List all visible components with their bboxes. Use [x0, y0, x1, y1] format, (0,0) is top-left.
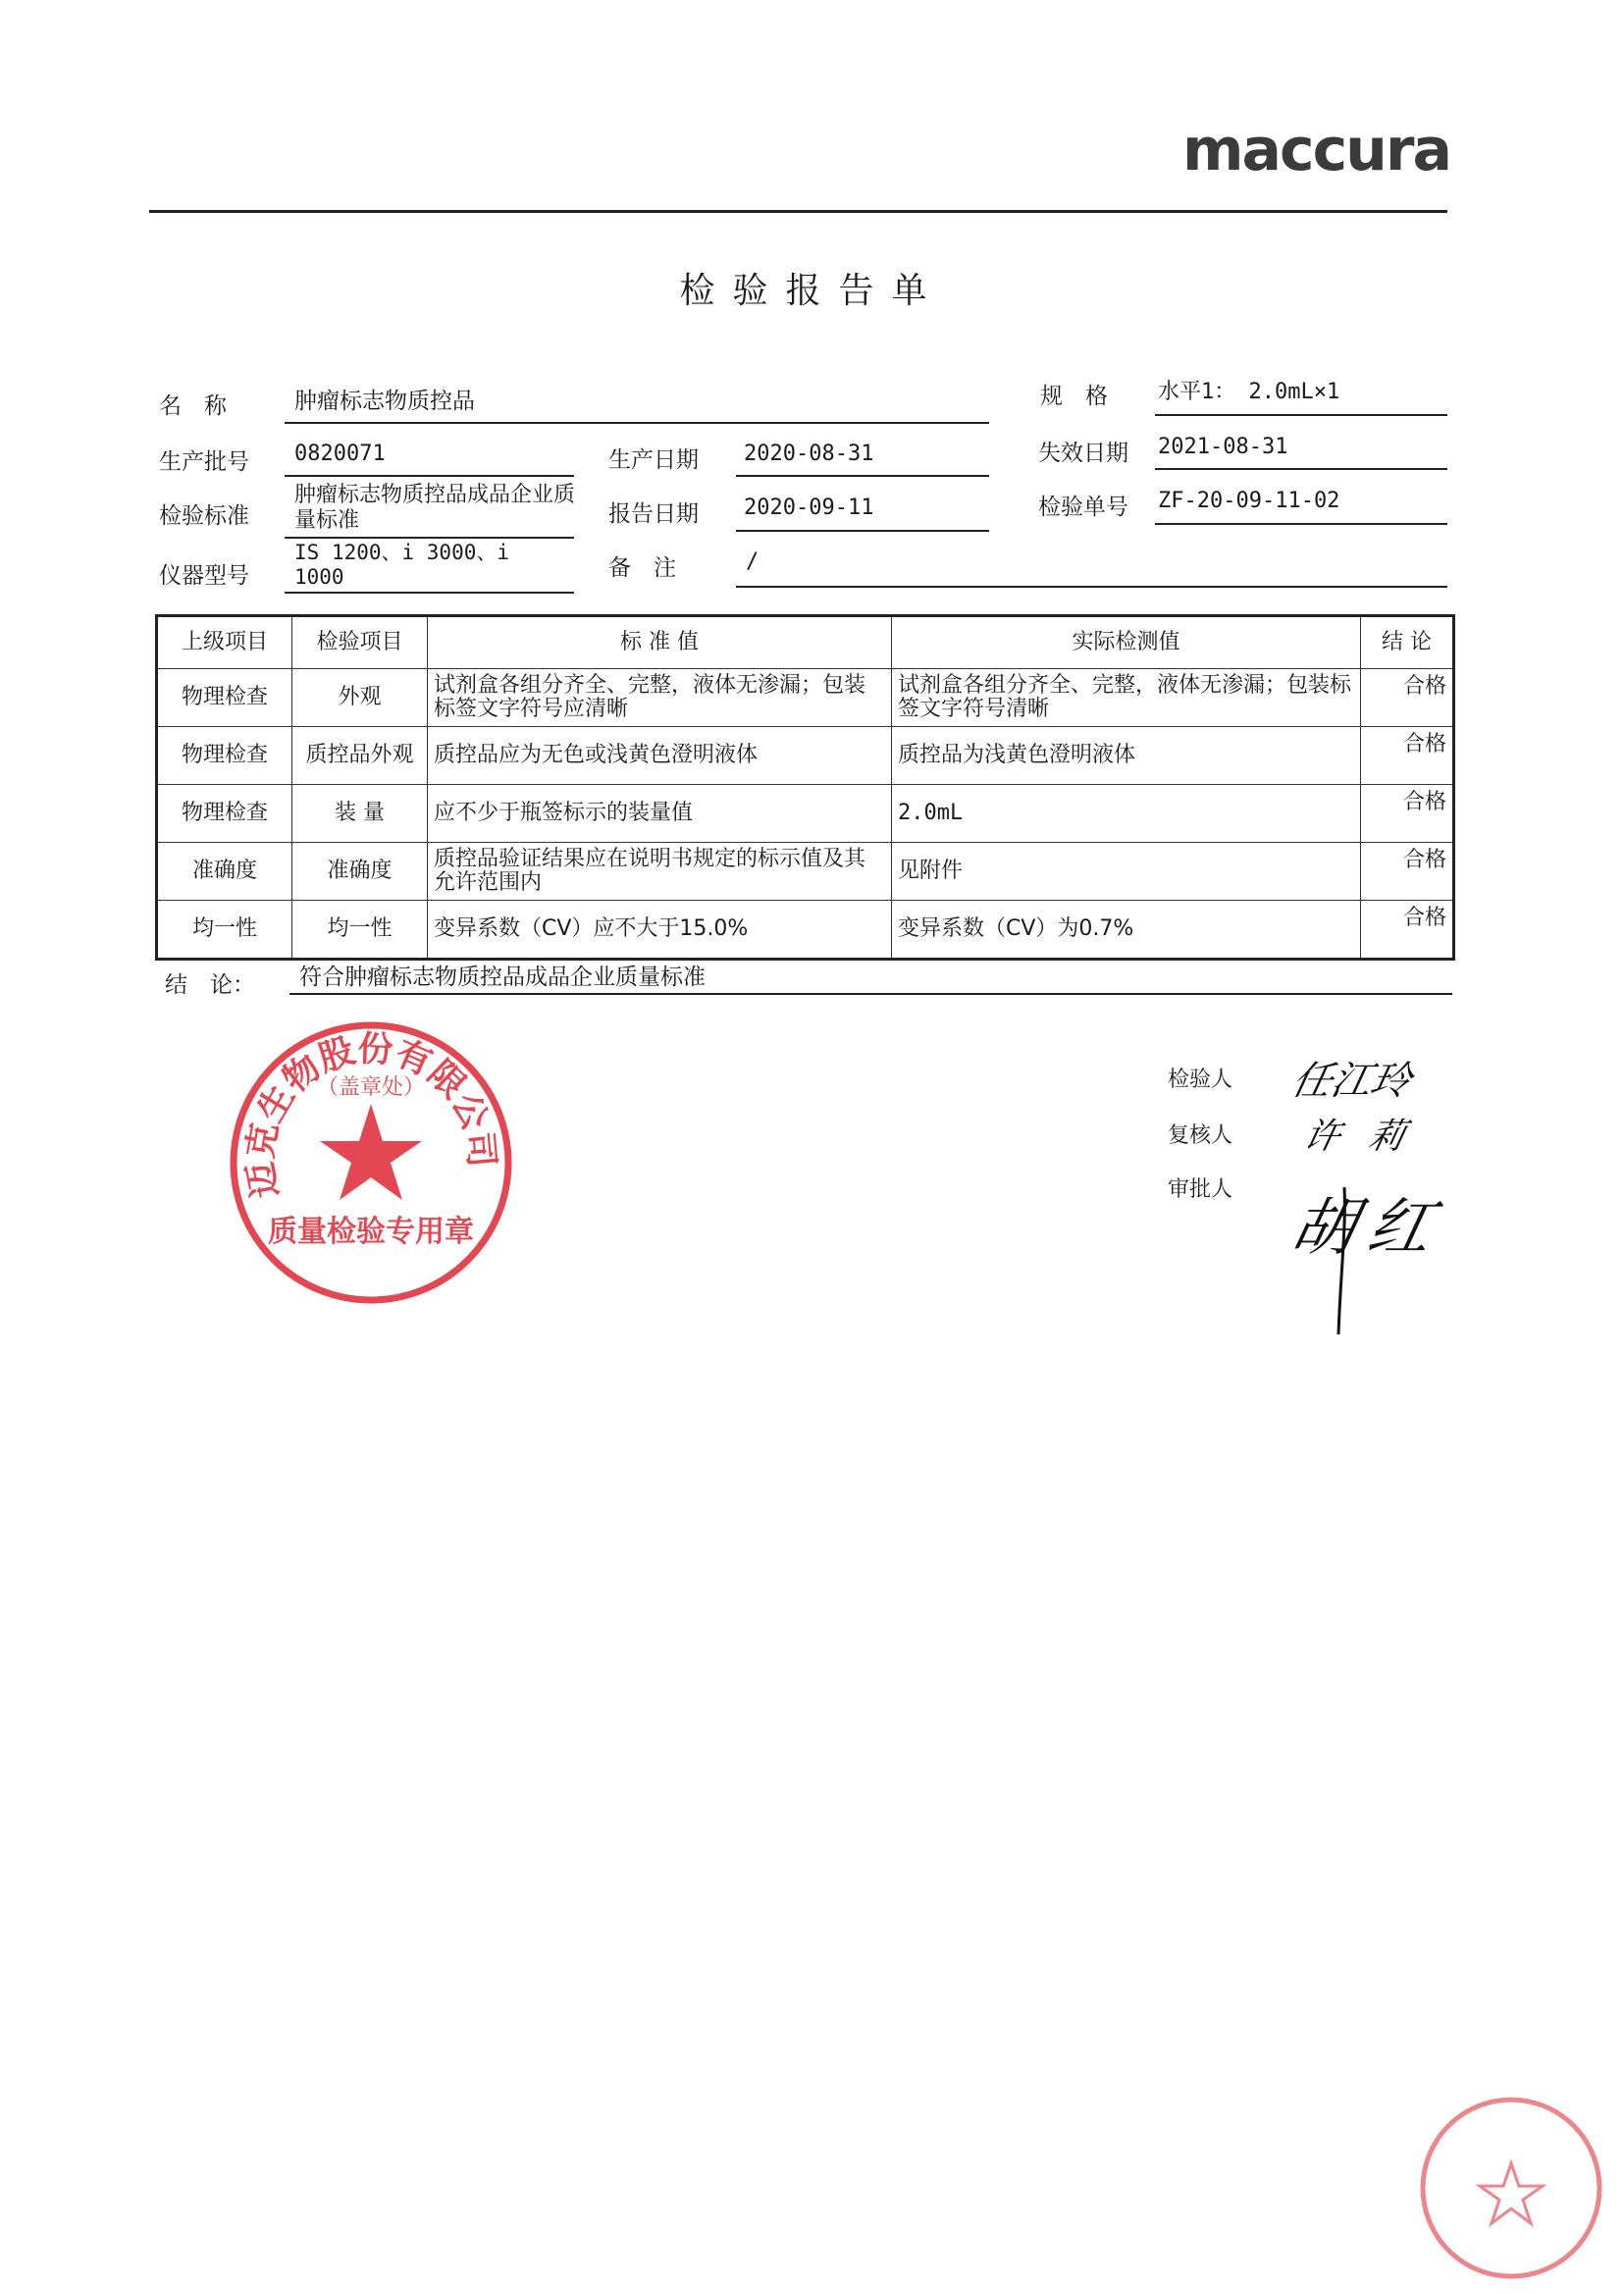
cell-standard: 试剂盒各组分齐全、完整，液体无渗漏；包装标签文字符号应清晰	[428, 669, 892, 727]
cell-result: 合格	[1361, 843, 1454, 901]
prod-date-underline	[736, 475, 989, 477]
conclusion-value: 符合肿瘤标志物质控品成品企业质量标准	[299, 965, 706, 990]
batch-underline	[285, 475, 574, 477]
spec-value: 水平1： 2.0mL×1	[1158, 380, 1340, 404]
reviewer-label: 复核人	[1168, 1123, 1233, 1148]
batch-value: 0820071	[294, 442, 386, 466]
approver-signature: 胡红	[1283, 1192, 1453, 1265]
cell-parent: 物理检查	[157, 669, 292, 727]
cell-actual: 2.0mL	[892, 785, 1361, 843]
report-date-label: 报告日期	[608, 501, 699, 527]
remark-value: /	[746, 549, 760, 574]
cell-standard: 质控品验证结果应在说明书规定的标示值及其允许范围内	[428, 843, 892, 901]
standard-label: 检验标准	[159, 503, 249, 529]
cell-actual: 质控品为浅黄色澄明液体	[892, 727, 1361, 785]
cell-result: 合格	[1361, 901, 1454, 960]
expiry-underline	[1155, 468, 1447, 470]
spec-label: 规 格	[1040, 384, 1108, 409]
page-title: 检验报告单	[679, 271, 945, 311]
cell-result: 合格	[1361, 785, 1454, 843]
cell-item: 装 量	[292, 785, 428, 843]
cell-parent: 物理检查	[157, 785, 292, 843]
cell-result: 合格	[1361, 669, 1454, 727]
header-result: 结 论	[1361, 616, 1454, 669]
quality-seal-stamp	[224, 1016, 518, 1310]
report-date-value: 2020-09-11	[744, 495, 874, 520]
seal-inner-bottom: 质量检验专用章	[268, 1215, 474, 1249]
table-row	[157, 901, 1454, 960]
cell-standard: 质控品应为无色或浅黄色澄明液体	[428, 727, 892, 785]
cell-parent: 均一性	[157, 901, 292, 960]
batch-label: 生产批号	[159, 449, 249, 475]
report-no-label: 检验单号	[1038, 495, 1128, 520]
remark-label: 备 注	[608, 555, 676, 581]
table-row	[157, 727, 1454, 785]
prod-date-label: 生产日期	[608, 447, 699, 473]
cell-actual: 见附件	[892, 843, 1361, 901]
cell-item: 准确度	[292, 843, 428, 901]
report-no-underline	[1155, 523, 1447, 525]
cell-result: 合格	[1361, 727, 1454, 785]
cell-item: 均一性	[292, 901, 428, 960]
conclusion-underline	[289, 993, 1452, 995]
cell-actual: 变异系数（CV）为0.7%	[892, 901, 1361, 960]
header-actual: 实际检测值	[892, 616, 1361, 669]
table-row	[157, 785, 1454, 843]
corner-seal-star-icon	[1480, 2164, 1543, 2223]
expiry-value: 2021-08-31	[1158, 435, 1288, 459]
header-divider	[149, 210, 1447, 213]
inspector-label: 检验人	[1168, 1068, 1233, 1092]
conclusion-label: 结 论：	[165, 972, 255, 998]
cell-standard: 变异系数（CV）应不大于15.0%	[428, 901, 892, 960]
seal-ring-text: 迈克生物股份有限公司	[238, 1027, 503, 1202]
approver-label: 审批人	[1168, 1177, 1233, 1202]
prod-date-value: 2020-08-31	[744, 442, 874, 466]
reviewer-signature: 许莉	[1300, 1117, 1439, 1157]
seal-inner-top: （盖章处）	[316, 1075, 426, 1100]
header-test-item: 检验项目	[292, 616, 428, 669]
name-value: 肿瘤标志物质控品	[294, 389, 475, 414]
table-row	[157, 843, 1454, 901]
table-row	[157, 669, 1454, 727]
spec-underline	[1155, 414, 1447, 416]
corner-seal-stamp	[1403, 2090, 1619, 2286]
inspection-table	[155, 614, 1455, 961]
cell-parent: 准确度	[157, 843, 292, 901]
report-no-value: ZF-20-09-11-02	[1158, 489, 1340, 513]
name-label: 名 称	[159, 393, 227, 419]
seal-star-icon	[320, 1104, 422, 1200]
cell-parent: 物理检查	[157, 727, 292, 785]
brand-logo: maccura	[1182, 116, 1450, 184]
instrument-label: 仪器型号	[159, 563, 249, 589]
standard-underline	[285, 537, 574, 539]
instrument-value: IS 1200、i 3000、i 1000	[294, 541, 510, 589]
cell-item: 质控品外观	[292, 727, 428, 785]
cell-actual: 试剂盒各组分齐全、完整，液体无渗漏；包装标签文字符号清晰	[892, 669, 1361, 727]
standard-value: 肿瘤标志物质控品成品企业质量标准	[294, 483, 576, 533]
name-underline	[285, 422, 989, 424]
instrument-underline	[285, 592, 574, 594]
table-header-row	[157, 616, 1454, 669]
header-parent-item: 上级项目	[157, 616, 292, 669]
expiry-label: 失效日期	[1038, 441, 1128, 466]
header-standard: 标 准 值	[428, 616, 892, 669]
report-date-underline	[736, 530, 989, 532]
cell-standard: 应不少于瓶签标示的装量值	[428, 785, 892, 843]
remark-underline	[736, 586, 1447, 588]
approver-signature-stroke	[1276, 1168, 1472, 1344]
cell-item: 外观	[292, 669, 428, 727]
inspector-signature: 任江玲	[1287, 1059, 1416, 1104]
